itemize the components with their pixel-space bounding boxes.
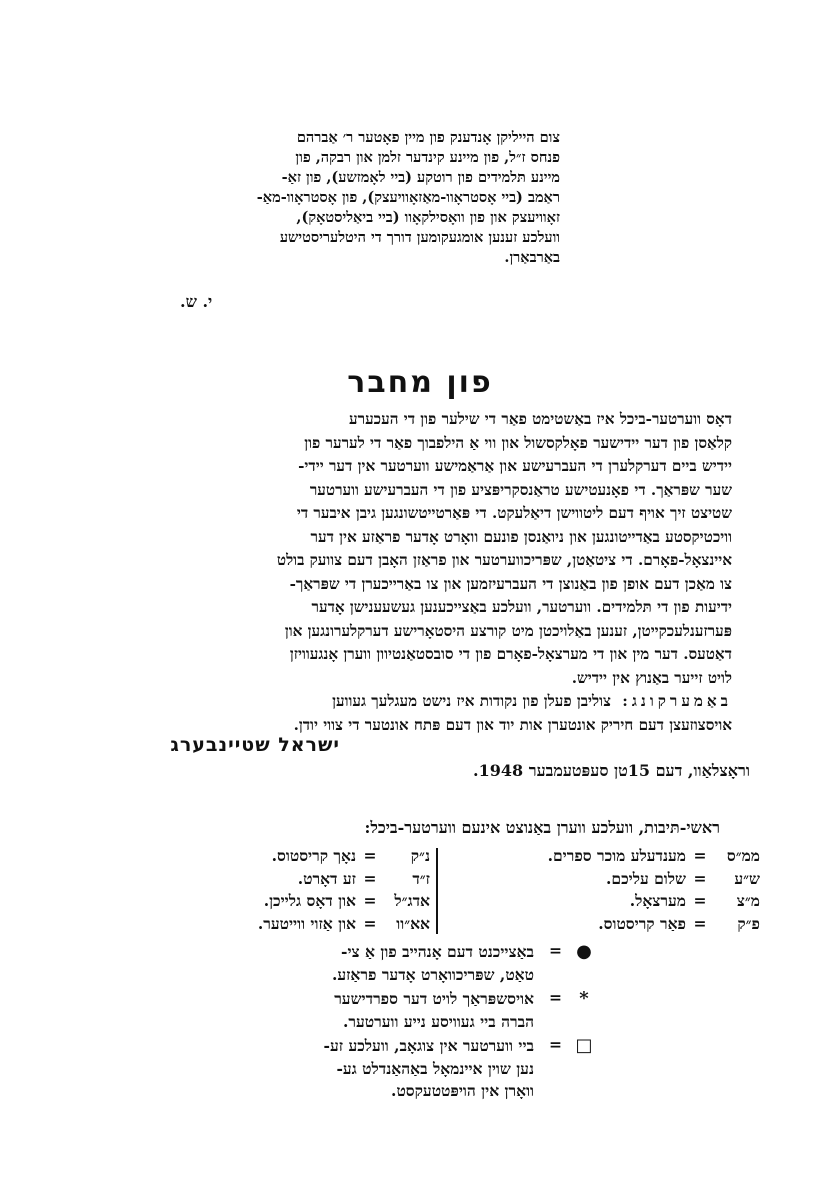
- equals-sign: =: [693, 891, 707, 910]
- square-icon: □: [575, 1035, 593, 1056]
- intro-line: ידיעות פון די תּלמידים. ווערטער, וועלכע באַצייכענען געשעענישן אָדער: [311, 598, 732, 616]
- intro-line: פּערזענלעכקייטן, זענען באַלויכטן מיט קורצע היסטאָרישע דערקלערונגען און: [284, 621, 732, 640]
- section-heading: פון מחבר: [347, 365, 493, 400]
- symbol-entry-asterisk: [228, 988, 598, 1034]
- equals-sign: =: [549, 988, 562, 1007]
- dedication-line: מיינע תּלמידים פון רוטקע (ביי לאָמזשע), פון זאַ-: [281, 169, 560, 186]
- equals-sign: =: [549, 1035, 562, 1054]
- intro-line: יידיש ביים דערקלערן די העברעישע און אַראַמישע ווערטער אין דער יידי-: [298, 457, 732, 475]
- abbreviation: אא״וו: [396, 913, 430, 933]
- equals-sign: =: [363, 868, 377, 888]
- symbol-entry-dot: [228, 941, 598, 987]
- abbreviation: ממ״ס: [726, 846, 760, 865]
- equals-sign: =: [693, 868, 707, 888]
- abbreviation-meaning: שלום עליכם.: [606, 868, 686, 888]
- symbol-description-line: באַצייכנט דעם אָנהייב פון אַ צי-: [341, 942, 534, 961]
- abbreviation-row: [450, 846, 760, 869]
- abbreviation: ז״ד: [412, 868, 430, 888]
- dedication-line: פנחס ז״ל, פון מיינע קינדער זלמן און רבקה, פון: [295, 149, 560, 166]
- equals-sign: =: [363, 913, 377, 933]
- dedication-line: באַרבאַרן.: [504, 249, 560, 266]
- note-label: באַמערקונג:: [622, 692, 732, 710]
- dedication-line: צום הייליקן אָנדענק פון מיין פאָטער ר׳ אַברהם: [296, 129, 560, 146]
- intro-line: וויכטיקסטע באַדייטונגען און ניואַנסן פונעם וואָרט אָדער פראַזע אין דער: [310, 527, 732, 546]
- note-text: צוליבן פעלן פון נקודות איז נישט מעגלעך געווען: [332, 692, 611, 710]
- intro-line: שער שפּראַך. די פאָנעטישע טראַנסקריפּציע פון די העברעישע ווערטער: [309, 480, 732, 499]
- symbol-description-line: ביי ווערטער אין צוגאָב, וועלכע זע-: [323, 1036, 534, 1055]
- abbreviation: ש״ע: [734, 868, 760, 888]
- abbreviation: מ״צ: [736, 891, 760, 910]
- dedication-line: וועלכע זענען אומגעקומען דורך די היטלעריסטישע: [279, 229, 560, 246]
- author-signature: ישראל שטיינבערג: [170, 734, 340, 756]
- equals-sign: =: [693, 913, 707, 933]
- abbreviation: פ״ק: [737, 913, 760, 933]
- abbreviation-meaning: פאַר קריסטוס.: [598, 913, 686, 933]
- intro-line: לויט זייער באַנוץ אין יידיש.: [571, 668, 732, 687]
- equals-sign: =: [693, 846, 707, 865]
- abbreviation-row: [450, 891, 760, 914]
- intro-line: דאַטעס. דער מין און די מערצאָל-פאָרם פון די סובסטאַנטיוון ווערן אָנגעוויזן: [289, 645, 732, 663]
- abbreviations-heading: ראשי-תּיבות, וועלכע ווערן באַנוצט אינעם ווערטער-ביכל:: [364, 818, 720, 837]
- abbreviation-row: [160, 846, 430, 869]
- intro-line: דאָס ווערטער-ביכל איז באַשטימט פאַר די שילער פון די העכערע: [349, 410, 732, 428]
- abbreviation-meaning: נאָך קריסטוס.: [271, 846, 356, 865]
- symbol-description-line: טאַט, שפּריכוואָרט אָדער פראַזע.: [331, 964, 534, 984]
- symbol-description-line: נען שוין איינמאָל באַהאַנדלט גע-: [336, 1058, 534, 1078]
- column-divider: [436, 848, 438, 934]
- abbreviation-meaning: מענדעלע מוכר ספרים.: [547, 846, 686, 865]
- dedication-line: ראַמב (ביי אָסטראָוו-מאַזאָוויעצק), פון אָסטראָוו-מאַ-: [256, 189, 560, 206]
- symbol-description: [234, 988, 534, 1033]
- asterisk-icon: *: [579, 988, 589, 1009]
- abbreviations-right-column: [450, 846, 760, 936]
- intro-note-line: אויסצוזעצן דעם חיריק אונטערן אות יוד און דעם פּתח אונטער די צווי יודן.: [293, 715, 732, 734]
- dedication-line: זאָוויעצק און פון וואָסילקאָוו (ביי ביאַליסטאָק),: [296, 209, 560, 226]
- symbol-description: [234, 941, 534, 986]
- symbol-description-line: אויסשפּראַך לויט דער ספרדישער: [334, 989, 534, 1008]
- abbreviation-row: [160, 869, 430, 892]
- abbreviations-left-column: [160, 846, 430, 936]
- abbreviation-row: [160, 891, 430, 914]
- intro-line: קלאַסן פון דער יידישער פאָלקסשול און ווי אַ הילפבוך פאַר די לערער פון: [304, 433, 732, 452]
- abbreviation: נ״ק: [410, 846, 430, 865]
- abbreviation-meaning: זע דאָרט.: [297, 868, 356, 888]
- dateline: וראָצלאַוו, דעם 15טן סעפּטעמבער 1948.: [473, 761, 750, 780]
- symbol-description-line: הברה ביי געוויסע נייע ווערטער.: [343, 1011, 534, 1031]
- abbreviation-meaning: און אַזוי ווייטער.: [257, 913, 356, 933]
- abbreviation-meaning: מערצאָל.: [629, 891, 686, 910]
- symbol-description: [234, 1035, 534, 1103]
- abbreviation-meaning: און דאָס גלייכן.: [263, 891, 356, 910]
- intro-line: צו מאַכן דעם אופן פון באַנוצן די העברעיזמען און צו באַרייכערן די שפּראַך-: [289, 574, 732, 593]
- intro-paragraph: [80, 408, 732, 737]
- intro-line: איינצאָל-פאָרם. די ציטאַטן, שפּריכווערטער און פראַזן האָבן דעם צוועק בולט: [276, 551, 732, 569]
- intro-note-line: [80, 690, 732, 714]
- abbreviation-row: [450, 914, 760, 937]
- intro-line: שטיצט זיך אויף דעם ליטווישן דיאַלעקט. די פּאַרטייטשונגען גיבן איבער די: [296, 504, 732, 522]
- symbol-description-line: וואָרן אין הויפּטטעקסט.: [391, 1081, 534, 1100]
- equals-sign: =: [549, 941, 562, 960]
- abbreviation-row: [160, 914, 430, 937]
- abbreviation: אדג״ל: [394, 891, 430, 910]
- abbreviation-row: [450, 869, 760, 892]
- equals-sign: =: [363, 846, 377, 865]
- equals-sign: =: [363, 891, 377, 910]
- symbol-entry-square: [228, 1035, 598, 1105]
- dedication-paragraph: [200, 128, 560, 268]
- dedication-initials: י. ש.: [180, 292, 213, 311]
- filled-circle-icon: ●: [576, 941, 592, 962]
